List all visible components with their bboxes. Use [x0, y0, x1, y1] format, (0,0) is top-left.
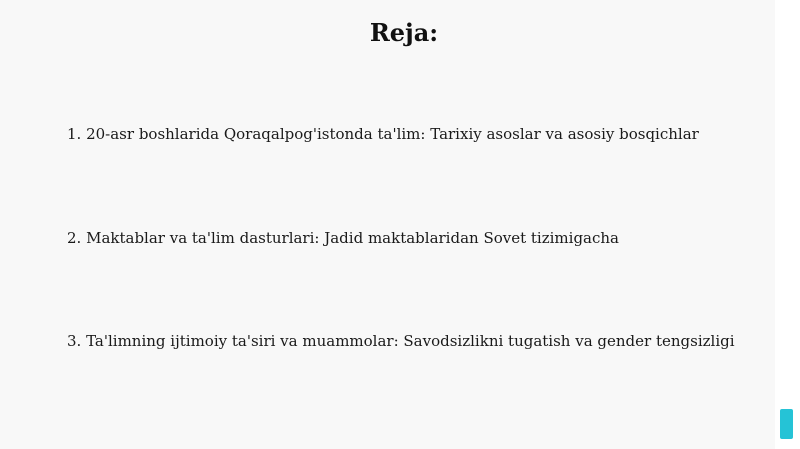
slide-title: Reja: — [369, 18, 439, 47]
scrollbar-track[interactable] — [775, 0, 800, 449]
plan-item-2: 2. Maktablar va ta'lim dasturlari: Jadid maktablaridan Sovet tizimigacha — [67, 229, 620, 247]
plan-item-3: 3. Ta'limning ijtimoiy ta'siri va muammolar: Savodsizlikni tugatish va gender tengsizligi — [67, 332, 735, 350]
scroll-handle[interactable] — [780, 409, 793, 439]
plan-item-1: 1. 20-asr boshlarida Qoraqalpog'istonda ta'lim: Tarixiy asoslar va asosiy bosqichlar — [67, 125, 699, 143]
